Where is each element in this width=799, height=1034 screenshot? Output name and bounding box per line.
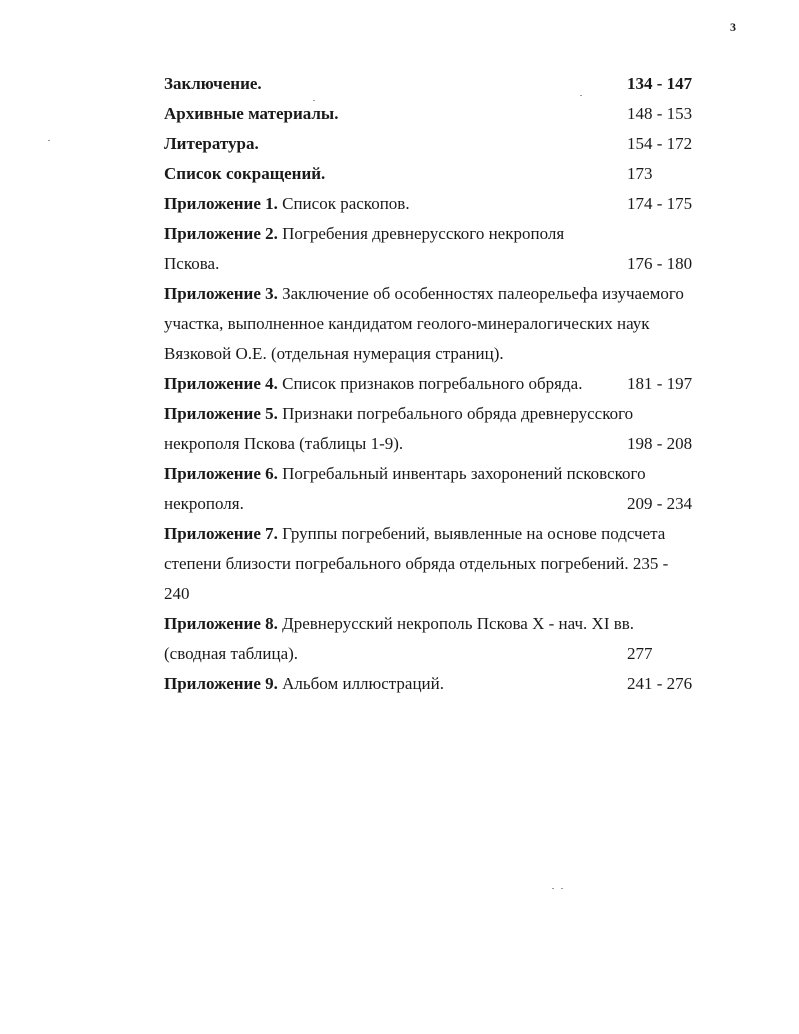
toc-entry-appendix-7 [164,519,724,549]
appendix-text-cont: участка, выполненное кандидатом геолого-минералогических наук [164,314,650,333]
toc-entry-appendix-3-cont [164,309,724,339]
toc-pages: 198 - 208 [627,434,693,453]
toc-entry-appendix-5-cont [164,429,724,459]
appendix-text: Группы погребений, выявленные на основе подсчета [282,524,666,543]
appendix-text-cont: Пскова. [164,254,220,273]
toc-entry-appendix-2 [164,219,724,249]
appendix-text: Альбом иллюстраций. [282,674,445,693]
toc-entry-conclusion [164,69,724,99]
toc-entry-appendix-3 [164,279,724,309]
scan-speck [580,95,582,96]
scan-speck [48,140,50,141]
appendix-label: Приложение 9. [164,674,278,693]
toc-entry-appendix-7-cont [164,549,724,579]
toc-pages: 154 - 172 [627,134,693,153]
toc-entry-appendix-4 [164,369,724,399]
appendix-text-cont: Вязковой О.Е. (отдельная нумерация страниц). [164,344,504,363]
toc-pages: 277 [627,644,653,663]
appendix-text-cont: (сводная таблица). [164,644,299,663]
toc-title: Заключение. [164,74,262,93]
scan-speck [313,100,315,101]
toc-pages: 148 - 153 [627,104,693,123]
appendix-text-cont: некрополя. [164,494,244,513]
toc-pages: 173 [627,164,653,183]
toc-title: Архивные материалы. [164,104,339,123]
toc-entry-appendix-5 [164,399,724,429]
appendix-label: Приложение 6. [164,464,278,483]
toc-entry-appendix-8 [164,609,724,639]
appendix-text: Древнерусский некрополь Пскова X - нач. XI вв. [282,614,635,633]
toc-entry-appendix-6 [164,459,724,489]
toc-pages: 241 - 276 [627,674,693,693]
appendix-label: Приложение 5. [164,404,278,423]
appendix-text-cont: 240 [164,584,190,603]
appendix-text: Список признаков погребального обряда. [282,374,583,393]
toc-entry-appendix-9 [164,669,724,699]
appendix-label: Приложение 4. [164,374,278,393]
appendix-text: Погребальный инвентарь захоронений псковского [282,464,646,483]
toc-pages: 134 - 147 [627,74,693,93]
appendix-label: Приложение 1. [164,194,278,213]
toc-entry-appendix-3-cont2 [164,339,724,369]
toc-pages: 176 - 180 [627,254,693,273]
appendix-label: Приложение 8. [164,614,278,633]
toc-pages: 174 - 175 [627,194,693,213]
appendix-text-cont: некрополя Пскова (таблицы 1-9). [164,434,404,453]
toc-entry-appendix-8-cont [164,639,724,669]
toc-pages: 209 - 234 [627,494,693,513]
toc-entry-archive [164,99,724,129]
toc-entry-abbreviations [164,159,724,189]
appendix-text: Погребения древнерусского некрополя [282,224,565,243]
toc-entry-appendix-6-cont [164,489,724,519]
toc-title: Список сокращений. [164,164,326,183]
scan-speck [561,888,563,889]
toc-entry-literature [164,129,724,159]
toc-pages: 181 - 197 [627,374,693,393]
appendix-label: Приложение 3. [164,284,278,303]
appendix-text: Признаки погребального обряда древнерусского [282,404,634,423]
toc-entry-appendix-2-cont [164,249,724,279]
appendix-text: Список раскопов. [282,194,410,213]
table-of-contents [164,69,724,699]
appendix-text: Заключение об особенностях палеорельефа изучаемого [282,284,684,303]
toc-entry-appendix-1 [164,189,724,219]
toc-entry-appendix-7-cont2 [164,579,724,609]
scan-speck [552,888,554,889]
appendix-text-cont: степени близости погребального обряда отдельных погребений. 235 - [164,554,669,573]
toc-title: Литература. [164,134,259,153]
appendix-label: Приложение 2. [164,224,278,243]
page-number: 3 [730,20,736,34]
appendix-label: Приложение 7. [164,524,278,543]
